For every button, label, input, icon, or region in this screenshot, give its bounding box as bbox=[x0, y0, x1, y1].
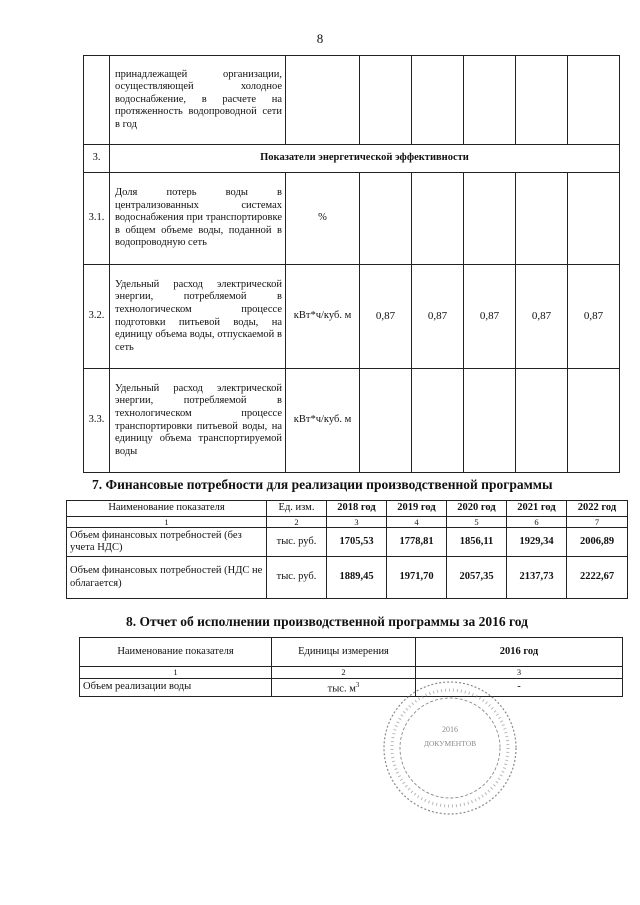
column-index: 1 bbox=[67, 517, 267, 528]
value-cell: 1705,53 bbox=[327, 528, 387, 557]
indicator-description: Доля потерь воды в централизованных системах водоснабжения при транспортировке в общем объеме воды, поданной в водопроводную сеть bbox=[110, 173, 286, 265]
row-number: 3.2. bbox=[84, 265, 110, 369]
indicator-description: Удельный расход электрической энергии, потребляемой в технологическом процессе транспортировки питьевой воды, на единицу объема транспортируемой воды bbox=[110, 369, 286, 473]
value-cell bbox=[360, 173, 412, 265]
table-row bbox=[84, 369, 620, 473]
table-row bbox=[67, 528, 628, 557]
section-row bbox=[84, 145, 620, 173]
value-cell: 0,87 bbox=[464, 265, 516, 369]
section-title: Показатели энергетической эффективности bbox=[110, 145, 620, 173]
column-index: 2 bbox=[272, 667, 416, 679]
value-cell: 0,87 bbox=[568, 265, 620, 369]
column-index: 5 bbox=[447, 517, 507, 528]
table-row bbox=[84, 56, 620, 145]
seal-stamp bbox=[355, 670, 533, 820]
table-row bbox=[67, 557, 628, 599]
section-number: 3. bbox=[84, 145, 110, 173]
value-cell bbox=[516, 173, 568, 265]
unit-cell: тыс. руб. bbox=[267, 528, 327, 557]
indicator-description: Удельный расход электрической энергии, потребляемой в технологическом процессе подготовки питьевой воды, на единицу объема воды, отпускаемой в сеть bbox=[110, 265, 286, 369]
column-index: 6 bbox=[507, 517, 567, 528]
stamp-text-bottom: ДОКУМЕНТОВ bbox=[423, 739, 477, 748]
section-7-heading: 7. Финансовые потребности для реализации производственной программы bbox=[92, 477, 553, 492]
unit-text: тыс. м bbox=[327, 683, 356, 695]
table-row bbox=[84, 173, 620, 265]
value-cell: 1929,34 bbox=[507, 528, 567, 557]
column-header: 2021 год bbox=[507, 501, 567, 517]
value-cell: 1889,45 bbox=[327, 557, 387, 599]
table-row bbox=[80, 679, 623, 697]
indicator-name: Объем финансовых потребностей (без учета НДС) bbox=[67, 528, 267, 557]
value-cell: 2006,89 bbox=[567, 528, 628, 557]
column-index: 3 bbox=[416, 667, 623, 679]
stamp-text-top: 2016 bbox=[442, 725, 458, 734]
column-header: 2019 год bbox=[387, 501, 447, 517]
value-cell: - bbox=[416, 679, 623, 697]
column-header: 2016 год bbox=[416, 638, 623, 667]
index-row bbox=[67, 517, 628, 528]
value-cell bbox=[568, 369, 620, 473]
row-number: 3.1. bbox=[84, 173, 110, 265]
column-index: 1 bbox=[80, 667, 272, 679]
value-cell bbox=[516, 369, 568, 473]
value-cell bbox=[464, 369, 516, 473]
column-index: 3 bbox=[327, 517, 387, 528]
value-cell: 1778,81 bbox=[387, 528, 447, 557]
indicator-name: Объем финансовых потребностей (НДС не облагается) bbox=[67, 557, 267, 599]
value-cell: 2137,73 bbox=[507, 557, 567, 599]
stamp-lettering-ring bbox=[392, 690, 508, 806]
column-header: Наименование показателя bbox=[80, 638, 272, 667]
stamp-outer-ring bbox=[384, 682, 516, 814]
unit-cell: тыс. руб. bbox=[267, 557, 327, 599]
unit-cell: кВт*ч/куб. м bbox=[286, 369, 360, 473]
value-cell: 1971,70 bbox=[387, 557, 447, 599]
header-row bbox=[67, 501, 628, 517]
column-index: 7 bbox=[567, 517, 628, 528]
value-cell: 1856,11 bbox=[447, 528, 507, 557]
value-cell bbox=[360, 369, 412, 473]
row-number: 3.3. bbox=[84, 369, 110, 473]
indicator-description: принадлежащей организации, осуществляющей холодное водоснабжение, в расчете на протяженность водопроводной сети в год bbox=[110, 56, 286, 145]
stamp-inner-ring bbox=[400, 698, 500, 798]
column-header: Ед. изм. bbox=[267, 501, 327, 517]
column-header: Наименование показателя bbox=[67, 501, 267, 517]
page-number: 8 bbox=[316, 31, 324, 46]
value-cell: 0,87 bbox=[516, 265, 568, 369]
unit-cell: кВт*ч/куб. м bbox=[286, 265, 360, 369]
indicators-table bbox=[83, 55, 620, 473]
unit-superscript: 3 bbox=[355, 681, 360, 689]
unit-cell: % bbox=[286, 173, 360, 265]
indicator-name: Объем реализации воды bbox=[80, 679, 272, 697]
column-header: 2022 год bbox=[567, 501, 628, 517]
column-index: 4 bbox=[387, 517, 447, 528]
value-cell: 0,87 bbox=[412, 265, 464, 369]
header-row bbox=[80, 638, 623, 667]
section-8-heading: 8. Отчет об исполнении производственной программы за 2016 год bbox=[126, 614, 528, 629]
table-row bbox=[84, 265, 620, 369]
column-header: Единицы измерения bbox=[272, 638, 416, 667]
column-index: 2 bbox=[267, 517, 327, 528]
value-cell: 2222,67 bbox=[567, 557, 628, 599]
value-cell bbox=[412, 173, 464, 265]
value-cell: 2057,35 bbox=[447, 557, 507, 599]
value-cell bbox=[464, 173, 516, 265]
financial-needs-table bbox=[66, 500, 628, 599]
value-cell bbox=[568, 173, 620, 265]
value-cell bbox=[412, 369, 464, 473]
column-header: 2020 год bbox=[447, 501, 507, 517]
value-cell: 0,87 bbox=[360, 265, 412, 369]
index-row bbox=[80, 667, 623, 679]
column-header: 2018 год bbox=[327, 501, 387, 517]
report-2016-table bbox=[79, 637, 623, 697]
